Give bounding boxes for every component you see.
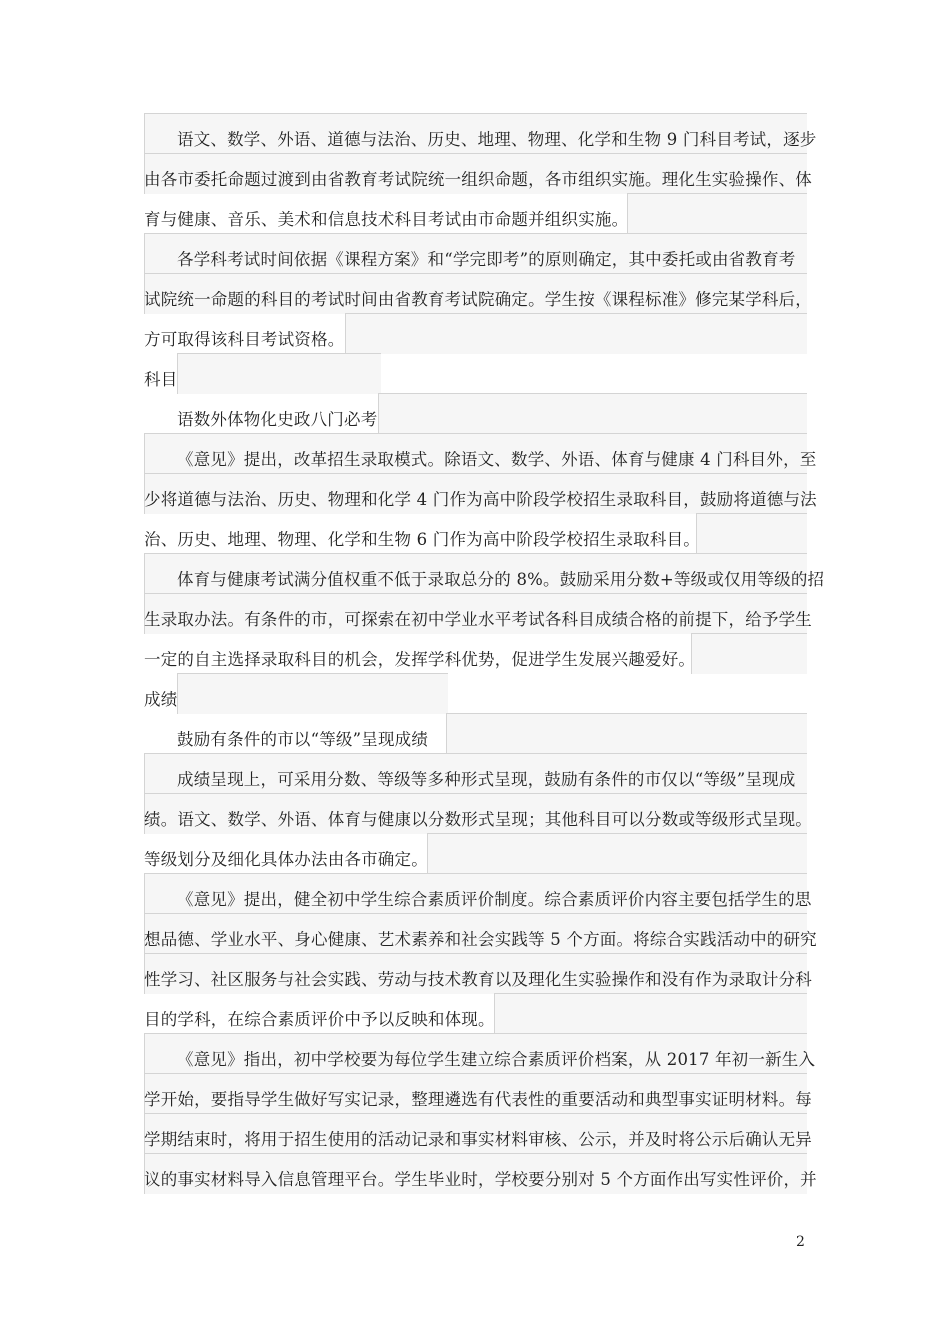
paragraph-line: 试院统一命题的科目的考试时间由省教育考试院确定。学生按《课程标准》修完某学科后， <box>144 290 812 309</box>
paragraph-line: 一定的自主选择录取科目的机会，发挥学科优势，促进学生发展兴趣爱好。 <box>144 650 696 669</box>
paragraph-line: 治、历史、地理、物理、化学和生物 6 门作为高中阶段学校招生录取科目。 <box>144 530 700 549</box>
paragraph-line: 议的事实材料导入信息管理平台。学生毕业时，学校要分别对 5 个方面作出写实性评价，并 <box>144 1170 817 1189</box>
paragraph-line: 少将道德与法治、历史、物理和化学 4 门作为高中阶段学校招生录取科目，鼓励将道德与法 <box>144 490 817 509</box>
paragraph-line: 语文、数学、外语、道德与法治、历史、地理、物理、化学和生物 9 门科目考试，逐步 <box>177 130 817 149</box>
paragraph-line: 学期结束时，将用于招生使用的活动记录和事实材料审核、公示，并及时将公示后确认无异 <box>144 1130 812 1149</box>
section-subheading: 语数外体物化史政八门必考 <box>177 410 378 429</box>
paragraph-line: 生录取办法。有条件的市，可探索在初中学业水平考试各科目成绩合格的前提下，给予学生 <box>144 610 812 629</box>
paragraph-line: 学开始，要指导学生做好写实记录，整理遴选有代表性的重要活动和典型事实证明材料。每 <box>144 1090 812 1109</box>
paragraph-line: 各学科考试时间依据《课程方案》和“学完即考”的原则确定，其中委托或由省教育考 <box>177 250 796 269</box>
paragraph-line: 想品德、学业水平、身心健康、艺术素养和社会实践等 5 个方面。将综合实践活动中的研究 <box>144 930 817 949</box>
line-highlight <box>446 713 807 754</box>
paragraph-line: 目的学科，在综合素质评价中予以反映和体现。 <box>144 1010 495 1029</box>
paragraph-line: 成绩呈现上，可采用分数、等级等多种形式呈现，鼓励有条件的市仅以“等级”呈现成 <box>177 770 796 789</box>
paragraph-line: 体育与健康考试满分值权重不低于录取总分的 8%。鼓励采用分数+等级或仅用等级的招 <box>177 570 825 589</box>
paragraph-line: 《意见》指出，初中学校要为每位学生建立综合素质评价档案，从 2017 年初一新生入 <box>177 1050 816 1069</box>
section-subheading: 鼓励有条件的市以“等级”呈现成绩 <box>177 730 429 749</box>
section-heading: 成绩 <box>144 690 178 709</box>
paragraph-line: 由各市委托命题过渡到由省教育考试院统一组织命题，各市组织实施。理化生实验操作、体 <box>144 170 812 189</box>
page-number: 2 <box>796 1234 805 1250</box>
paragraph-line: 等级划分及细化具体办法由各市确定。 <box>144 850 428 869</box>
paragraph-line: 方可取得该科目考试资格。 <box>144 330 345 349</box>
paragraph-line: 《意见》提出，改革招生录取模式。除语文、数学、外语、体育与健康 4 门科目外，至 <box>177 450 817 469</box>
line-highlight <box>378 393 807 434</box>
paragraph-line: 性学习、社区服务与社会实践、劳动与技术教育以及理化生实验操作和没有作为录取计分科 <box>144 970 812 989</box>
paragraph-line: 育与健康、音乐、美术和信息技术科目考试由市命题并组织实施。 <box>144 210 629 229</box>
paragraph-line: 《意见》提出，健全初中学生综合素质评价制度。综合素质评价内容主要包括学生的思 <box>177 890 812 909</box>
section-heading: 科目 <box>144 370 178 389</box>
paragraph-line: 绩。语文、数学、外语、体育与健康以分数形式呈现；其他科目可以分数或等级形式呈现。 <box>144 810 812 829</box>
